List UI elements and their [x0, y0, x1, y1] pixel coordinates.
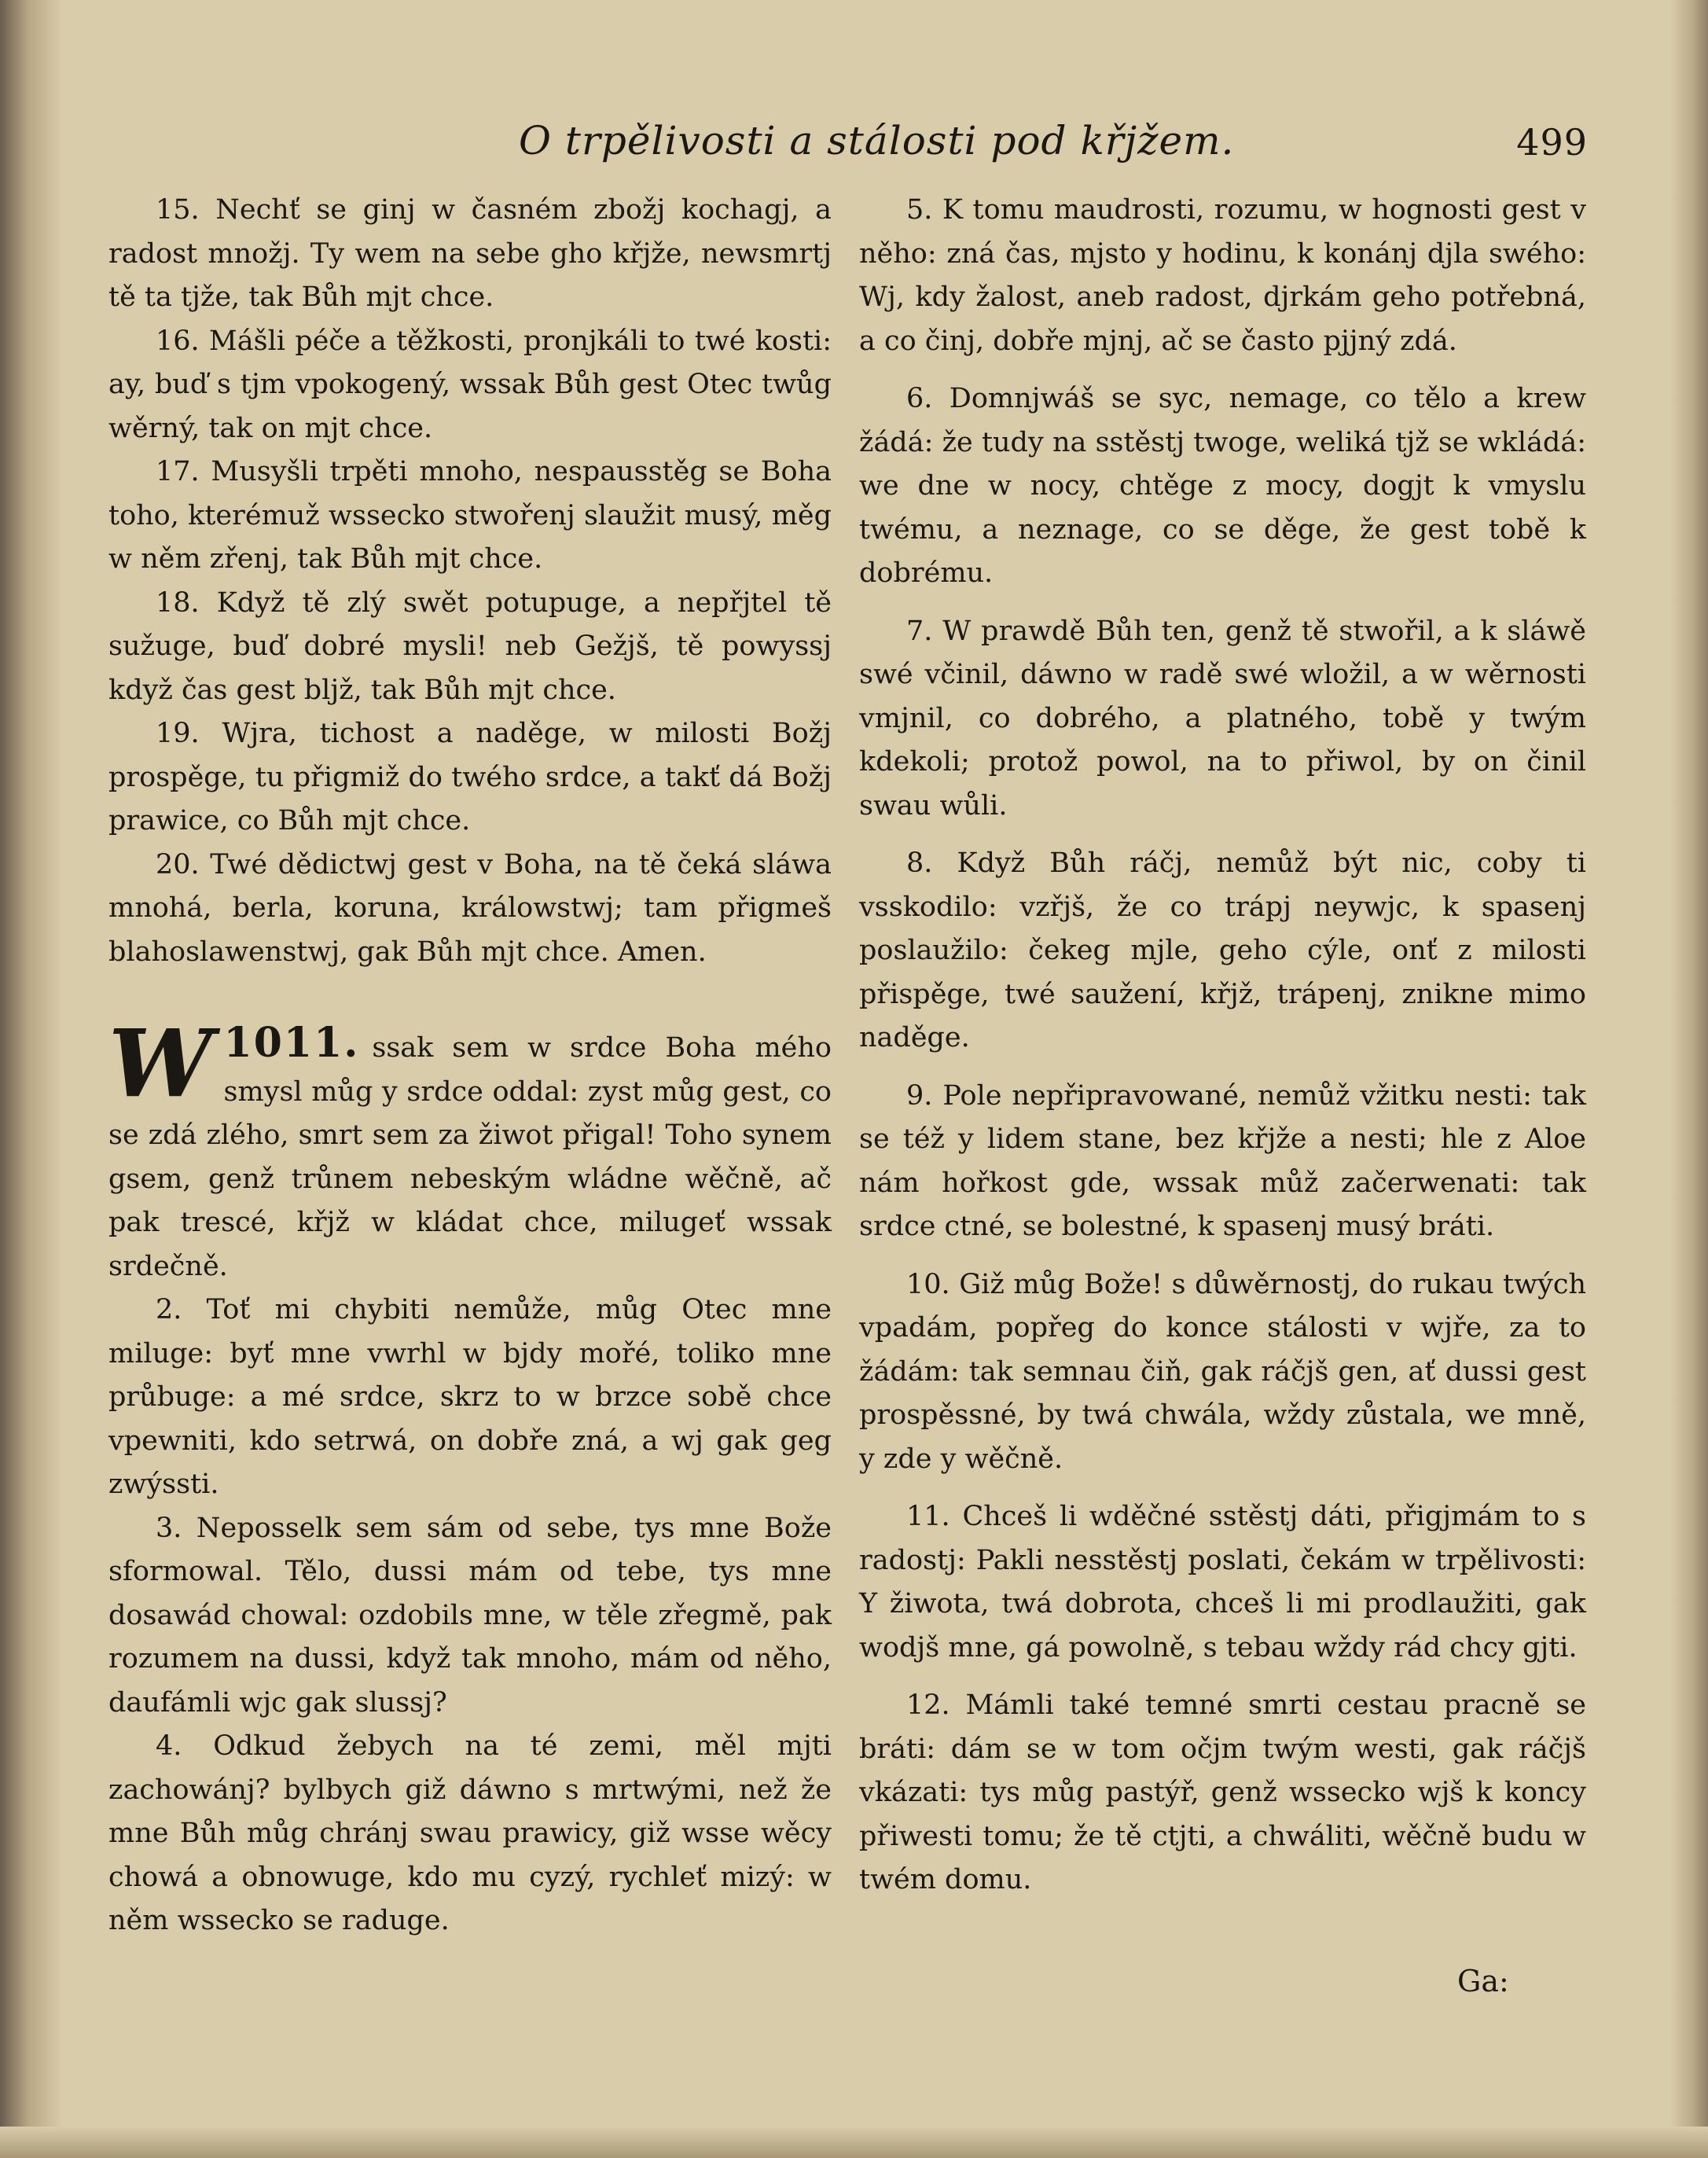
- hymn-verse-5: 5. K tomu maudrosti, rozumu, w hognosti gest v něho: zná čas, mjsto y hodinu, k konánj djla swého: Wj, kdy žalost, aneb radost, djrkám geho potřebná, a co činj, dobře mjnj, ač se často pjjný zdá.: [859, 194, 1586, 357]
- page-gutter: [0, 0, 63, 2158]
- verse-17: 17. Musyšli trpěti mnoho, nespausstěg se Boha toho, kterémuž wssecko stwořenj slaužit musý, měg w něm zřenj, tak Bůh mjt chce.: [108, 456, 832, 575]
- verse-19: 19. Wjra, tichost a naděge, w milosti Božj prospěge, tu přigmiž do twého srdce, a takť dá Božj prawice, co Bůh mjt chce.: [108, 718, 832, 836]
- right-column: [859, 189, 1586, 1902]
- drop-cap: W: [108, 1009, 213, 1118]
- hymn-verse-4: 4. Odkud žebych na té zemi, měl mjti zachowánj? bylbych giž dáwno s mrtwými, než že mne Bůh můg chránj swau prawicy, giž wsse wěcy chowá a obnowuge, kdo mu cyzý, rychleť mizý: w něm wssecko se raduge.: [108, 1730, 832, 1936]
- left-column: [108, 189, 832, 1943]
- hymn-number: 1011.: [223, 1019, 360, 1067]
- hymn-verse-2: 2. Toť mi chybiti nemůže, můg Otec mne miluge: byť mne vwrhl w bjdy mořé, toliko mne průbuge: a mé srdce, skrz to w brzce sobě chce vpewniti, kdo setrwá, on dobře zná, a wj gak geg zwýssti.: [108, 1294, 832, 1500]
- hymn-verse-7: 7. W prawdě Bůh ten, genž tě stwořil, a k sláwě swé včinil, dáwno w radě swé wložil, a w wěrnosti vmjnil, co dobrého, a platného, tobě y twým kdekoli; protož powol, na to přiwol, by on činil swau wůli.: [859, 615, 1586, 822]
- page-bottom-edge: [0, 2127, 1708, 2158]
- hymn-verse-6: 6. Domnjwáš se syc, nemage, co tělo a krew žádá: že tudy na sstěstj twoge, weliká tjž se wkládá: we dne w nocy, chtěge z mocy, dogjt k vmyslu twému, a neznage, co se děge, že gest tobě k dobrému.: [859, 383, 1586, 589]
- catchword: Ga:: [1457, 1964, 1509, 1998]
- hymn-verse-8: 8. Když Bůh ráčj, nemůž být nic, coby ti vsskodilo: vzřjš, že co trápj neywjc, k spasenj poslaužilo: čekeg mjle, geho cýle, onť z milosti přispěge, twé saužení, křjž, trápenj, znikne mimo naděge.: [859, 847, 1586, 1053]
- verse-16: 16. Mášli péče a těžkosti, pronjkáli to twé kosti: ay, buď s tjm vpokogený, wssak Bůh gest Otec twůg wěrný, tak on mjt chce.: [108, 325, 832, 444]
- running-header: [519, 118, 1588, 173]
- hymn-verse-3: 3. Neposselk sem sám od sebe, tys mne Bože sformowal. Tělo, dussi mám od tebe, tys mne dosawád chowal: ozdobils mne, w těle zřegmě, pak rozumem na dussi, když tak mnoho, mám od něho, daufámli wjc gak slussj?: [108, 1512, 832, 1719]
- verse-18: 18. Když tě zlý swět potupuge, a nepřjtel tě sužuge, buď dobré mysli! neb Gežjš, tě powyssj když čas gest bljž, tak Bůh mjt chce.: [108, 586, 832, 706]
- hymn-verse-11: 11. Chceš li wděčné sstěstj dáti, přigjmám to s radostj: Pakli nesstěstj poslati, čekám w trpělivosti: Y žiwota, twá dobrota, chceš li mi prodlaužiti, gak wodjš mne, gá powolně, s tebau wždy rád chcy gjti.: [859, 1501, 1586, 1664]
- running-title: O trpělivosti a stálosti pod křjžem.: [519, 118, 1235, 164]
- hymn-first-verse: [108, 1009, 832, 1289]
- verse-15: 15. Nechť se ginj w časném zbožj kochagj, a radost množj. Ty wem na sebe gho křjže, newsmrtj tě ta tjže, tak Bůh mjt chce.: [108, 194, 832, 313]
- page-edge: [1670, 0, 1708, 2158]
- verse-20: 20. Twé dědictwj gest v Boha, na tě čeká sláwa mnohá, berla, koruna, králowstwj; tam přigmeš blahoslawenstwj, gak Bůh mjt chce. Amen.: [108, 848, 832, 968]
- page-number: 499: [1516, 121, 1588, 164]
- hymn-first-text: ssak sem w srdce Boha mého smysl můg y srdce oddal: zyst můg gest, co se zdá zlého, smrt sem za žiwot přigal! Toho synem gsem, genž trůnem nebeským wládne wěčně, ač pak trescé, křjž w kládat chce, milugeť wssak srdečně.: [108, 1032, 832, 1282]
- hymn-verse-12: 12. Mámli také temné smrti cestau pracně se bráti: dám se w tom očjm twým westi, gak ráčjš vkázati: tys můg pastýř, genž wssecko wjš k koncy přiwesti tomu; že tě ctjti, a chwáliti, wěčně budu w twém domu.: [859, 1689, 1586, 1895]
- hymn-1011: [108, 1009, 832, 1943]
- hymn-verse-10: 10. Giž můg Bože! s důwěrnostj, do rukau twých vpadám, popřeg do konce stálosti v wjře, za to žádám: tak semnau čiň, gak ráčjš gen, ať dussi gest prospěssné, by twá chwála, wždy zůstala, we mně, y zde y wěčně.: [859, 1268, 1586, 1475]
- hymn-verse-9: 9. Pole nepřipravowané, nemůž vžitku nesti: tak se též y lidem stane, bez křjže a nesti; hle z Aloe nám hořkost gde, wssak můž začerwenati: tak srdce ctné, se bolestné, k spasenj musý bráti.: [859, 1079, 1586, 1242]
